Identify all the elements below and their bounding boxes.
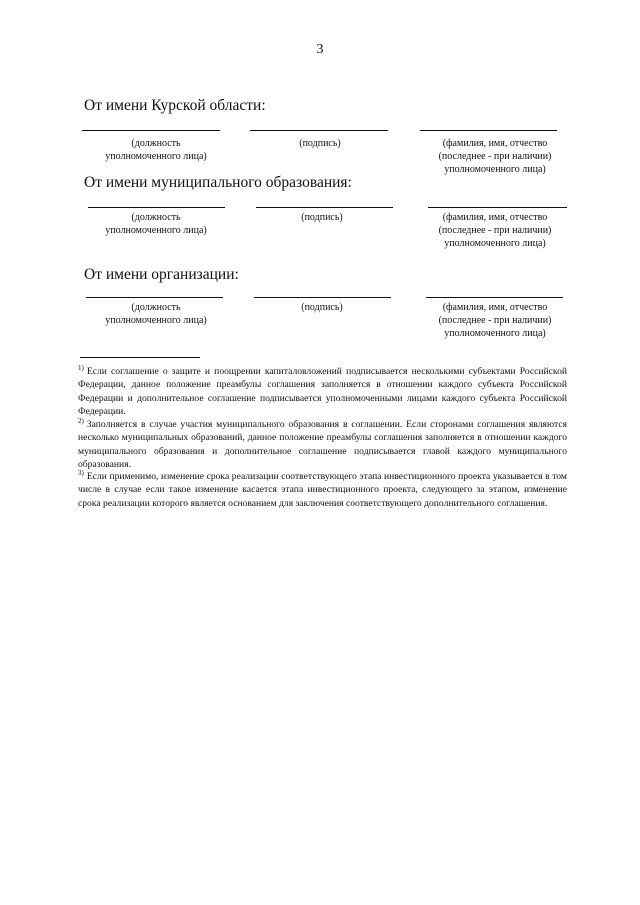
party-heading: От имени организации:	[84, 266, 239, 283]
position-signature-line	[88, 207, 225, 208]
name-signature-line	[428, 207, 567, 208]
position-signature-line	[86, 297, 223, 298]
signature-caption: (подпись)	[301, 212, 343, 223]
name-signature-line	[420, 130, 557, 131]
footnote-text: Если соглашение о защите и поощрении капиталовложений подписывается несколькими субъектами Российской Федерации, данное положение преамбулы соглашения заполняется в отношении каждого субъекта Российской Федерации и дополнительное соглашение подписывается уполномоченными лицами каждого субъекта Российской Федерации.	[78, 366, 567, 417]
footnote-text: Заполняется в случае участия муниципального образования в соглашении. Если сторонами соглашения являются несколько муниципальных образований, данное положение преамбулы соглашения заполняется в отношении каждого муниципального образования и дополнительное соглашение подписывается главой каждого муниципального образования.	[78, 419, 567, 470]
signature-line	[254, 297, 391, 298]
footnote	[78, 418, 567, 471]
page-number: 3	[316, 42, 324, 57]
position-signature-line	[82, 130, 220, 131]
footnote-marker: 2)	[78, 416, 84, 425]
position-caption: (должность уполномоченного лица)	[105, 138, 207, 162]
footnote	[78, 365, 567, 418]
signature-line	[250, 130, 388, 131]
footnote	[78, 470, 567, 510]
name-caption: (фамилия, имя, отчество (последнее - при наличии) уполномоченного лица)	[438, 138, 552, 175]
party-heading: От имени Курской области:	[84, 97, 266, 114]
signature-line	[256, 207, 393, 208]
position-caption: (должность уполномоченного лица)	[105, 212, 207, 236]
footnote-separator	[80, 357, 200, 358]
footnote-marker: 3)	[78, 468, 84, 477]
footnote-marker: 1)	[78, 363, 84, 372]
signature-caption: (подпись)	[301, 302, 343, 313]
party-heading: От имени муниципального образования:	[84, 174, 352, 191]
name-caption: (фамилия, имя, отчество (последнее - при наличии) уполномоченного лица)	[438, 302, 552, 339]
name-caption: (фамилия, имя, отчество (последнее - при наличии) уполномоченного лица)	[438, 212, 552, 249]
position-caption: (должность уполномоченного лица)	[105, 302, 207, 326]
name-signature-line	[426, 297, 563, 298]
footnote-text: Если применимо, изменение срока реализации соответствующего этапа инвестиционного проекта указывается в том числе в случае если такое изменение касается этапа инвестиционного проекта, следующего за этапом, изменение срока реализации которого является основанием для заключения соответствующего дополнительного соглашения.	[78, 471, 567, 509]
signature-caption: (подпись)	[299, 138, 341, 149]
